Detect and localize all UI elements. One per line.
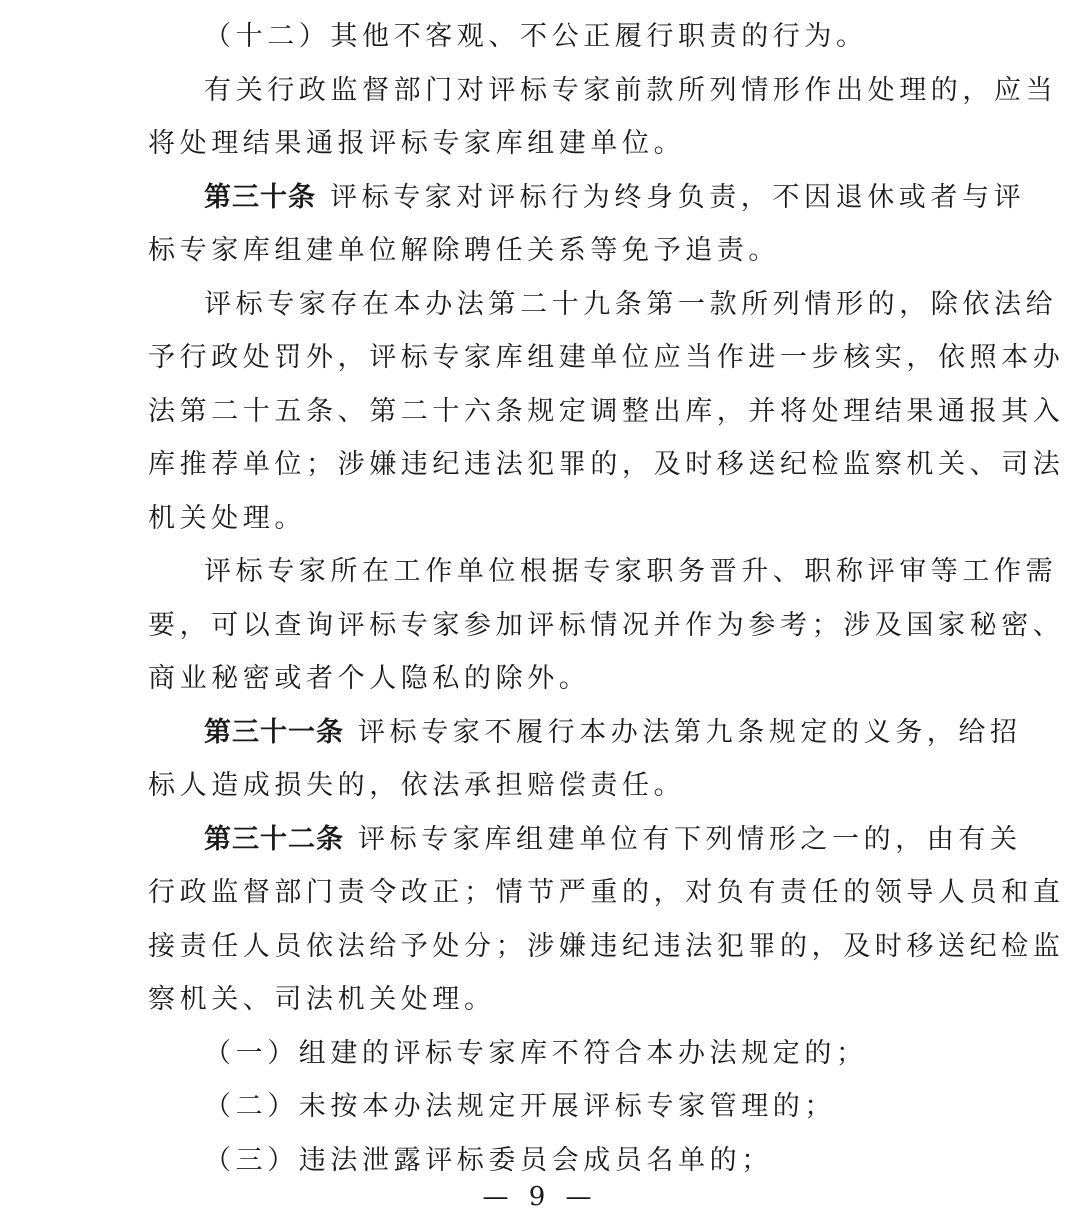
text-line (148, 1027, 934, 1081)
text-line (148, 331, 1065, 385)
line-text: 库推荐单位；涉嫌违纪违法犯罪的，及时移送纪检监察机关、司法 (148, 449, 1065, 480)
text-line (148, 10, 934, 64)
document-body (148, 10, 1065, 1187)
line-text: 予行政处罚外，评标专家库组建单位应当作进一步核实，依照本办 (148, 342, 1065, 373)
text-line (148, 813, 1022, 867)
text-line (148, 706, 1022, 760)
line-text: 要，可以查询评标专家参加评标情况并作为参考；涉及国家秘密、 (148, 609, 1065, 641)
text-line (148, 117, 934, 171)
line-text: 察机关、司法机关处理。 (148, 984, 496, 1015)
text-line (148, 866, 1065, 920)
article-heading: 第三十条 (204, 181, 316, 213)
text-line (148, 224, 934, 278)
text-line (148, 171, 1026, 225)
line-text: 评标专家所在工作单位根据专家职务晋升、职称评审等工作需 (204, 556, 1058, 587)
line-text: 标人造成损失的，依法承担赔偿责任。 (148, 770, 686, 801)
line-text: 评标专家存在本办法第二十九条第一款所列情形的，除依法给 (204, 288, 1058, 320)
line-text: （一）组建的评标专家库不符合本办法规定的； (204, 1037, 868, 1069)
line-text: 标专家库组建单位解除聘任关系等免予追责。 (148, 235, 780, 266)
line-text: 评标专家库组建单位有下列情形之一的，由有关 (358, 823, 1022, 855)
text-line (148, 1134, 934, 1188)
article-heading: 第三十二条 (204, 823, 344, 855)
text-line (148, 545, 1058, 599)
line-text: （十二）其他不客观、不公正履行职责的行为。 (204, 21, 868, 52)
text-line (148, 278, 1058, 332)
text-line (148, 492, 934, 546)
article-heading: 第三十一条 (204, 716, 344, 748)
text-line (148, 1080, 934, 1134)
line-text: 评标专家对评标行为终身负责，不因退休或者与评 (330, 181, 1026, 213)
text-line (148, 438, 1065, 492)
line-text: 商业秘密或者个人隐私的除外。 (148, 663, 591, 694)
line-text: 行政监督部门责令改正；情节严重的，对负有责任的领导人员和直 (148, 877, 1065, 908)
page-number-text: — 9 — (482, 1182, 598, 1212)
line-text: 法第二十五条、第二十六条规定调整出库，并将处理结果通报其入 (148, 395, 1065, 427)
text-line (148, 385, 1065, 439)
page-number (0, 1182, 1080, 1212)
document-lines (148, 10, 1065, 1187)
line-text: （二）未按本办法规定开展评标专家管理的； (204, 1091, 836, 1122)
line-text: 接责任人员依法给予处分；涉嫌违纪违法犯罪的，及时移送纪检监 (148, 930, 1065, 962)
line-text: 评标专家不履行本办法第九条规定的义务，给招 (358, 716, 1022, 748)
text-line (148, 64, 1058, 118)
line-text: 将处理结果通报评标专家库组建单位。 (148, 128, 686, 159)
text-line (148, 759, 934, 813)
line-text: 有关行政监督部门对评标专家前款所列情形作出处理的，应当 (204, 74, 1058, 106)
text-line (148, 599, 1065, 653)
text-line (148, 973, 934, 1027)
line-text: （三）违法泄露评标委员会成员名单的； (204, 1144, 773, 1176)
line-text: 机关处理。 (148, 502, 306, 534)
text-line (148, 652, 934, 706)
text-line (148, 920, 1065, 974)
